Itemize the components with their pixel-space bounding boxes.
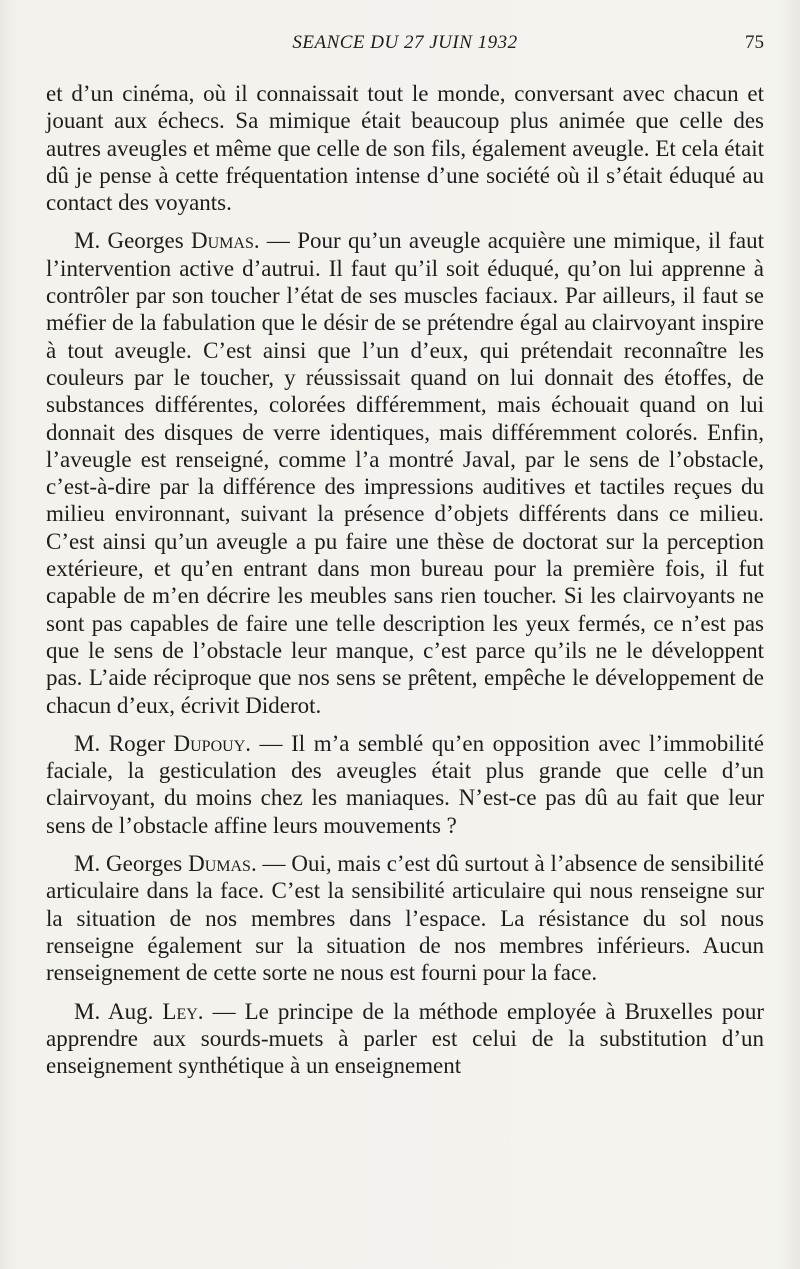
paragraph-text: . — Pour qu’un aveugle acquière une mimique, il faut l’intervention active d’autrui. Il faut qu’il soit éduqué, qu’on lui apprenne à contrôler par son toucher l’état de ses muscles faciaux. Par ailleurs, il faut se méfier de la fabulation que le désir de se prétendre égal au clairvoyant inspire à tout aveugle. C’est ainsi que l’un d’eux, qui prétendait reconnaître les couleurs par le toucher, y réussissait quand on lui donnait des étoffes, de substances différentes, colorées différemment, mais échouait quand on lui donnait des disques de verre identiques, mais différemment colorés. Enfin, l’aveugle est renseigné, comme l’a montré Javal, par le sens de l’obstacle, c’est-à-dire par la différence des impressions auditives et tactiles reçues du milieu environnant, suivant la présence d’objets différents dans ce milieu. C’est ainsi qu’un aveugle a pu faire une thèse de doctorat sur la perception extérieure, et qu’en entrant dans mon bureau pour la première fois, il fut capable de m’en décrire les meubles sans rien toucher. Si les clairvoyants ne sont pas capables de faire une telle description les yeux fermés, ce n’est pas que le sens de l’obstacle leur manque, c’est parce qu’ils ne le développent pas. L’aide réciproque que nos sens se prêtent, empêche le développement de chacun d’eux, écrivit Diderot.: [46, 228, 765, 718]
paragraph-dumas-1: [46, 227, 764, 718]
paragraph-text: . — Le principe de la méthode employée à Bruxelles pour apprendre aux sourds-muets à parler est celui de la substitution d’un enseignement synthétique à un enseignement: [46, 998, 765, 1079]
paragraph-text: . — Il m’a semblé qu’en opposition avec l’immobilité faciale, la gesticulation des aveugles était plus grande que celle d’un clairvoyant, du moins chez les maniaques. N’est-ce pas dû au fait que leur sens de l’obstacle affine leurs mouvements ?: [46, 730, 764, 838]
speaker-name: Dupouy: [173, 730, 246, 756]
speaker-prefix: M. Aug.: [74, 998, 163, 1024]
speaker-name: Dumas: [191, 228, 254, 254]
paragraph-ley: [46, 998, 764, 1080]
paragraph-text: . — Oui, mais c’est dû surtout à l’absence de sensibilité articulaire dans la face. C’est la sensibilité articulaire qui nous renseigne sur la situation de nos membres dans l’espace. La résistance du sol nous renseigne également sur la situation de nos membres inférieurs. Aucun renseignement de cette sorte ne nous est fourni pour la face.: [46, 851, 764, 986]
running-title: SEANCE DU 27 JUIN 1932: [292, 32, 518, 53]
paragraph-dumas-2: [46, 850, 764, 986]
speaker-name: Dumas: [188, 851, 251, 877]
speaker-prefix: M. Roger: [74, 730, 174, 756]
body-text: [46, 80, 764, 1079]
page-number: 75: [745, 32, 764, 53]
paragraph-text: et d’un cinéma, où il connaissait tout le monde, conversant avec chacun et jouant aux échecs. Sa mimique était beaucoup plus animée que celle des autres aveugles et même que celle de son fils, également aveugle. Et cela était dû je pense à cette fréquentation intense d’une société où il s’était éduqué au contact des voyants.: [46, 81, 764, 216]
paragraph-continuation: [46, 80, 764, 216]
speaker-prefix: M. Georges: [74, 851, 189, 877]
speaker-prefix: M. Georges: [74, 228, 192, 254]
speaker-name: Ley: [162, 998, 198, 1024]
running-header: [46, 30, 764, 60]
paragraph-dupouy: [46, 730, 764, 839]
